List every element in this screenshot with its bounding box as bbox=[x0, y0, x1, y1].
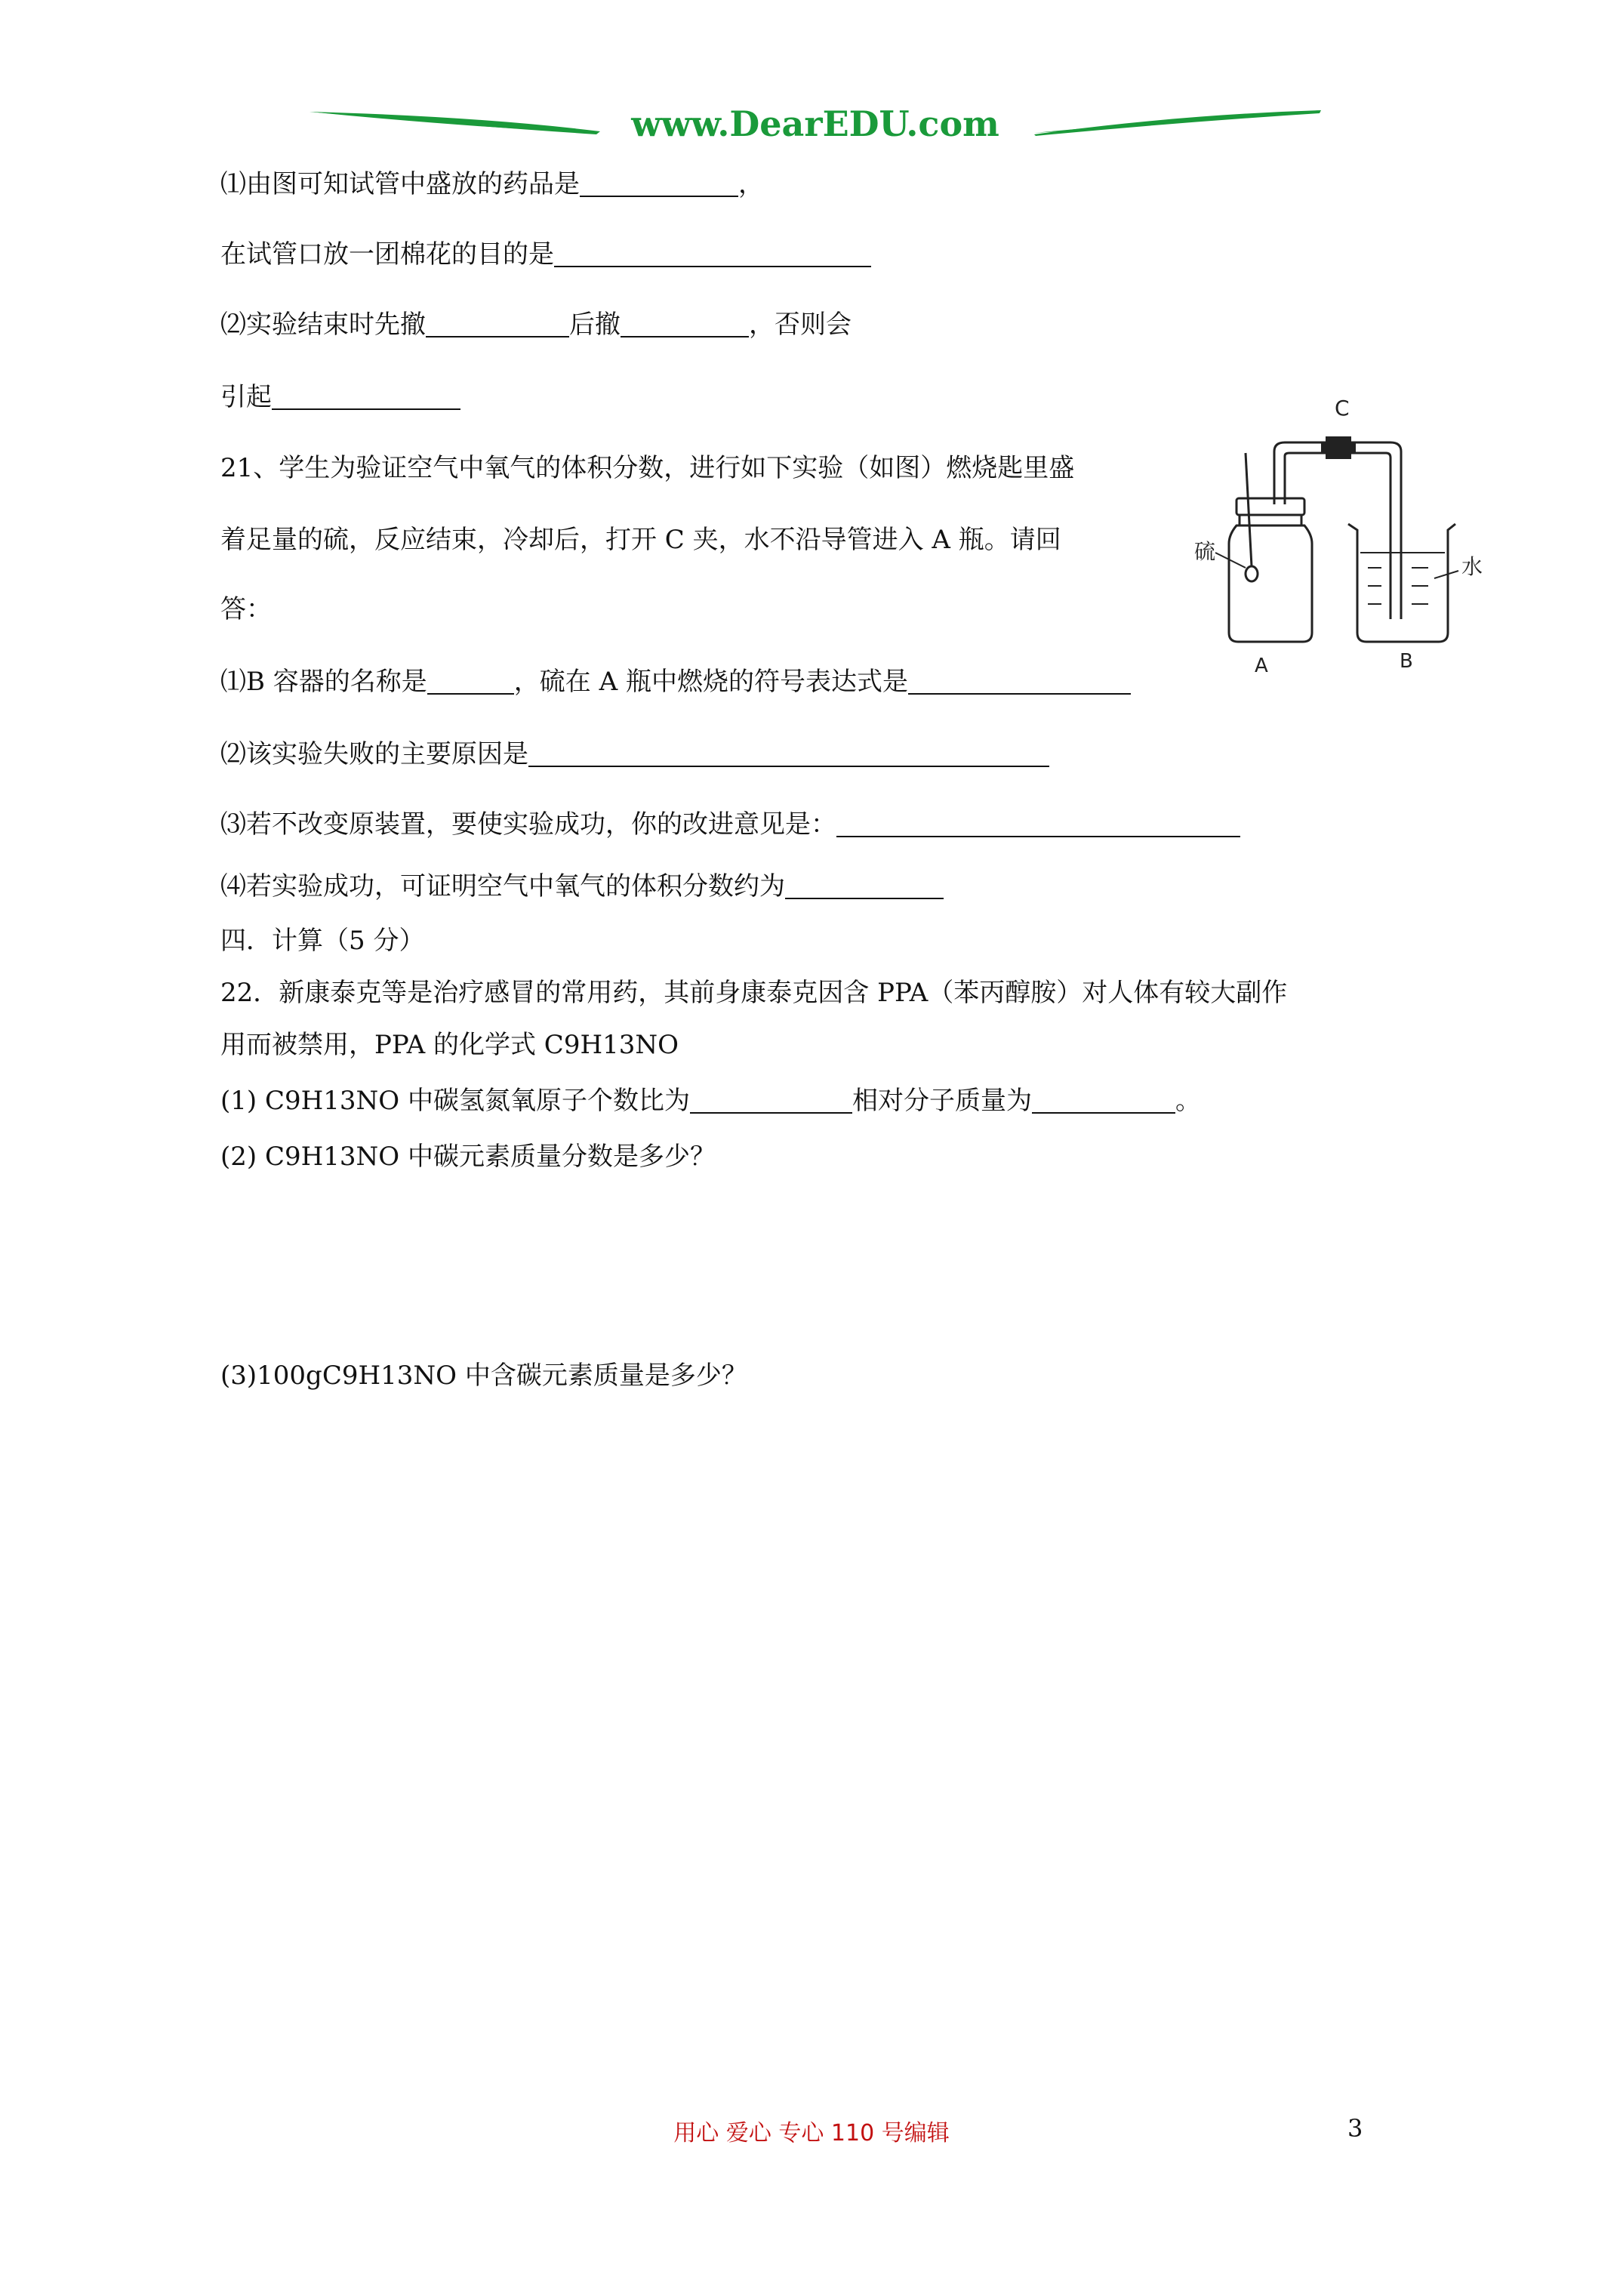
q20-part2-line: ⑵实验结束时先撤 后撤 ，否则会 bbox=[220, 310, 852, 340]
answer-blank[interactable] bbox=[427, 667, 514, 695]
q21-intro-line3: 答： bbox=[220, 594, 272, 624]
answer-blank[interactable] bbox=[528, 740, 1049, 767]
q22-sub2-line: (2) C9H13NO 中碳元素质量分数是多少？ bbox=[220, 1142, 716, 1172]
answer-blank[interactable] bbox=[690, 1086, 852, 1114]
answer-blank[interactable] bbox=[785, 872, 944, 899]
q20-part2b-line: 引起 bbox=[220, 381, 460, 414]
q22-sub3-line: (3)100gC9H13NO 中含碳元素质量是多少？ bbox=[220, 1361, 747, 1391]
label-water: 水 bbox=[1461, 554, 1483, 579]
footer-text: 用心 爱心 专心 110 号编辑 bbox=[673, 2120, 950, 2147]
q22-sub1-line: (1) C9H13NO 中碳氢氮氧原子个数比为 相对分子质量为 。 bbox=[220, 1086, 1201, 1116]
header-swoosh-graphic bbox=[310, 97, 1321, 149]
answer-blank[interactable] bbox=[1032, 1086, 1175, 1114]
q20-part1b-line: 在试管口放一团棉花的目的是 bbox=[220, 238, 871, 271]
label-a: A bbox=[1255, 655, 1268, 677]
answer-blank[interactable] bbox=[836, 810, 1240, 837]
header-site-text: www.DearEDU.com bbox=[631, 103, 999, 144]
label-sulfur: 硫 bbox=[1194, 539, 1216, 564]
page-number: 3 bbox=[1347, 2114, 1363, 2143]
q21-sub4-line: ⑷若实验成功，可证明空气中氧气的体积分数约为 bbox=[220, 870, 944, 903]
answer-blank[interactable] bbox=[426, 310, 569, 337]
q21-sub3-line: ⑶若不改变原装置，要使实验成功，你的改进意见是： bbox=[220, 808, 1240, 841]
label-b: B bbox=[1400, 650, 1413, 673]
q21-sub1-line: ⑴B 容器的名称是 ，硫在 A 瓶中燃烧的符号表达式是 bbox=[220, 665, 1131, 698]
section-title: 四．计算（5 分） bbox=[220, 926, 425, 956]
answer-blank[interactable] bbox=[621, 310, 749, 337]
answer-blank[interactable] bbox=[908, 667, 1131, 695]
q22-intro-line1: 22．新康泰克等是治疗感冒的常用药，其前身康泰克因含 PPA（苯丙醇胺）对人体有较大副作 bbox=[220, 978, 1288, 1008]
header-logo bbox=[310, 97, 1321, 149]
answer-blank[interactable] bbox=[272, 383, 460, 410]
answer-blank[interactable] bbox=[580, 170, 738, 197]
label-c: C bbox=[1335, 396, 1350, 421]
q22-intro-line2: 用而被禁用，PPA 的化学式 C9H13NO bbox=[220, 1030, 679, 1060]
apparatus-figure bbox=[1193, 393, 1510, 680]
q21-intro-line2: 着足量的硫，反应结束，冷却后，打开 C 夹，水不沿导管进入 A 瓶。请回 bbox=[220, 525, 1061, 555]
q20-part1-line: ⑴由图可知试管中盛放的药品是 ， bbox=[220, 169, 764, 199]
q21-sub2-line: ⑵该实验失败的主要原因是 bbox=[220, 738, 1049, 771]
answer-blank[interactable] bbox=[554, 240, 871, 267]
q21-intro-line1: 21、学生为验证空气中氧气的体积分数，进行如下实验（如图）燃烧匙里盛 bbox=[220, 453, 1075, 483]
